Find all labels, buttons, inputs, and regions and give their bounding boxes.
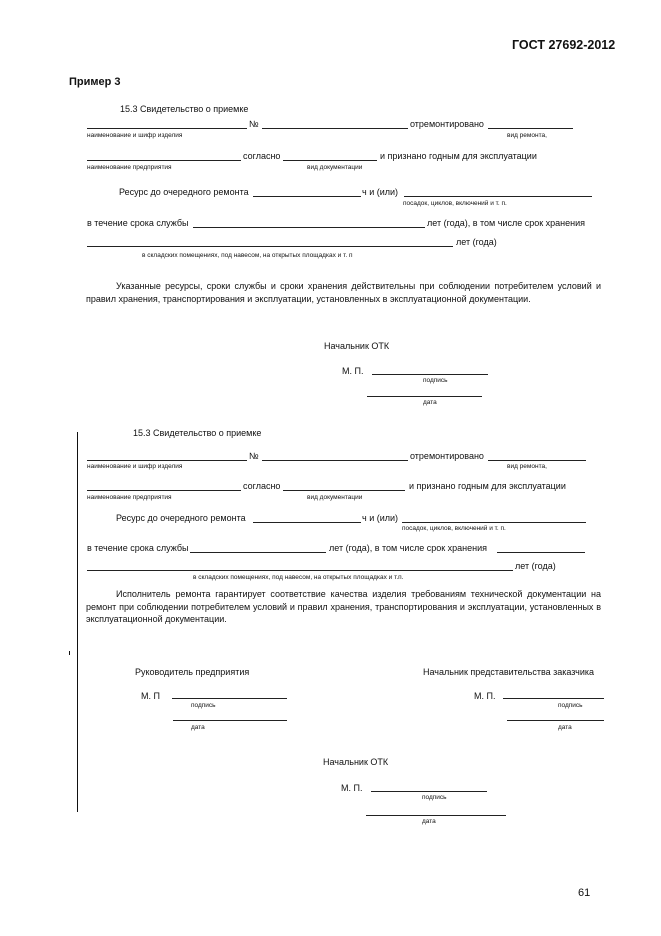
signature-hint: подпись	[422, 794, 447, 801]
enterprise-field[interactable]	[87, 480, 241, 491]
number-sign: №	[249, 119, 259, 129]
repair-type-field[interactable]	[488, 450, 586, 461]
product-name-field[interactable]	[87, 118, 247, 129]
resource-hint: посадок, циклов, включений и т. п.	[403, 200, 507, 207]
margin-mark	[69, 651, 70, 655]
according-label: согласно	[243, 481, 281, 491]
repaired-label: отремонтировано	[410, 451, 484, 461]
service-life-label: в течение срока службы	[87, 218, 189, 228]
resource-units-field[interactable]	[402, 512, 586, 523]
repair-type-hint: вид ремонта,	[507, 132, 547, 139]
storage-field[interactable]	[87, 560, 513, 571]
example-label: Пример 3	[69, 76, 121, 88]
signature-hint: подпись	[423, 377, 448, 384]
stamp-label-left: М. П	[141, 691, 160, 701]
page-number: 61	[578, 887, 591, 899]
hours-or-label: ч и (или)	[362, 513, 399, 523]
number-sign: №	[249, 451, 259, 461]
enterprise-hint: наименование предприятия	[87, 494, 172, 501]
doc-type-hint: вид документации	[307, 494, 363, 501]
otk-date-field[interactable]	[366, 805, 506, 816]
repaired-label: отремонтировано	[410, 119, 484, 129]
enterprise-date-field[interactable]	[173, 710, 287, 721]
signature-hint: подпись	[191, 702, 216, 709]
customer-signature-field[interactable]	[503, 688, 604, 699]
storage-hint: в складских помещениях, под навесом, на открытых площадках и т. п	[142, 252, 353, 259]
repair-type-hint: вид ремонта,	[507, 463, 547, 470]
stamp-label-right: М. П.	[474, 691, 496, 701]
resource-units-field[interactable]	[404, 186, 592, 197]
documentation-field[interactable]	[283, 150, 377, 161]
storage-hint: в складских помещениях, под навесом, на открытых площадках и т.п.	[193, 574, 404, 581]
serial-number-field[interactable]	[262, 118, 408, 129]
warranty-paragraph: Исполнитель ремонта гарантирует соответствие качества изделия требованиям технической документации на ремонт при соблюдении потребителем условий и правил хранения, транспортирования и эксплуатации, установленных в эксплуатационной документации.	[86, 589, 601, 624]
enterprise-signature-field[interactable]	[172, 688, 287, 699]
resource-hours-field[interactable]	[253, 512, 361, 523]
years-storage-label: лет (года), в том числе срок хранения	[427, 218, 586, 228]
otk-signature-field[interactable]	[372, 364, 488, 375]
enterprise-head-label: Руководитель предприятия	[135, 667, 250, 677]
documentation-field[interactable]	[283, 480, 405, 491]
form-title: 15.3 Свидетельство о приемке	[133, 428, 262, 438]
product-hint: наименование и шифр изделия	[87, 463, 183, 470]
margin-change-bar	[77, 432, 78, 812]
enterprise-field[interactable]	[87, 150, 241, 161]
doc-type-hint: вид документации	[307, 164, 363, 171]
product-name-field[interactable]	[87, 450, 247, 461]
years-label: лет (года)	[515, 561, 556, 571]
customer-rep-head-label: Начальник представительства заказчика	[423, 667, 594, 677]
standard-number: ГОСТ 27692-2012	[512, 38, 616, 52]
stamp-label-otk: М. П.	[341, 783, 363, 793]
resource-hours-field[interactable]	[253, 186, 361, 197]
fit-label: и признано годным для эксплуатации	[380, 151, 537, 161]
otk-head-label: Начальник ОТК	[323, 757, 389, 767]
enterprise-hint: наименование предприятия	[87, 164, 172, 171]
signature-hint: подпись	[558, 702, 583, 709]
storage-field[interactable]	[87, 236, 453, 247]
date-hint: дата	[423, 399, 437, 406]
serial-number-field[interactable]	[262, 450, 408, 461]
otk-head-label: Начальник ОТК	[324, 341, 390, 351]
resource-hint: посадок, циклов, включений и т. п.	[402, 525, 506, 532]
product-hint: наименование и шифр изделия	[87, 132, 183, 139]
otk-date-field[interactable]	[367, 386, 482, 397]
fit-label: и признано годным для эксплуатации	[409, 481, 566, 491]
hours-or-label: ч и (или)	[362, 187, 399, 197]
date-hint: дата	[422, 818, 436, 825]
service-life-label: в течение срока службы	[87, 543, 189, 553]
years-storage-label: лет (года), в том числе срок хранения	[329, 543, 488, 553]
otk-signature-field[interactable]	[371, 781, 487, 792]
service-life-field[interactable]	[190, 542, 326, 553]
stamp-label: М. П.	[342, 366, 364, 376]
resource-label: Ресурс до очередного ремонта	[116, 513, 246, 523]
validity-paragraph: Указанные ресурсы, сроки службы и сроки хранения действительны при соблюдении потребителем условий и правил хранения, транспортирования и эксплуатации, установленных в эксплуатационной документации.	[86, 281, 601, 304]
service-life-field[interactable]	[193, 217, 425, 228]
repair-type-field[interactable]	[488, 118, 573, 129]
form-title: 15.3 Свидетельство о приемке	[120, 104, 249, 114]
resource-label: Ресурс до очередного ремонта	[119, 187, 249, 197]
date-hint: дата	[191, 724, 205, 731]
years-label: лет (года)	[456, 237, 497, 247]
according-label: согласно	[243, 151, 281, 161]
customer-date-field[interactable]	[507, 710, 604, 721]
storage-life-field[interactable]	[497, 542, 585, 553]
date-hint: дата	[558, 724, 572, 731]
